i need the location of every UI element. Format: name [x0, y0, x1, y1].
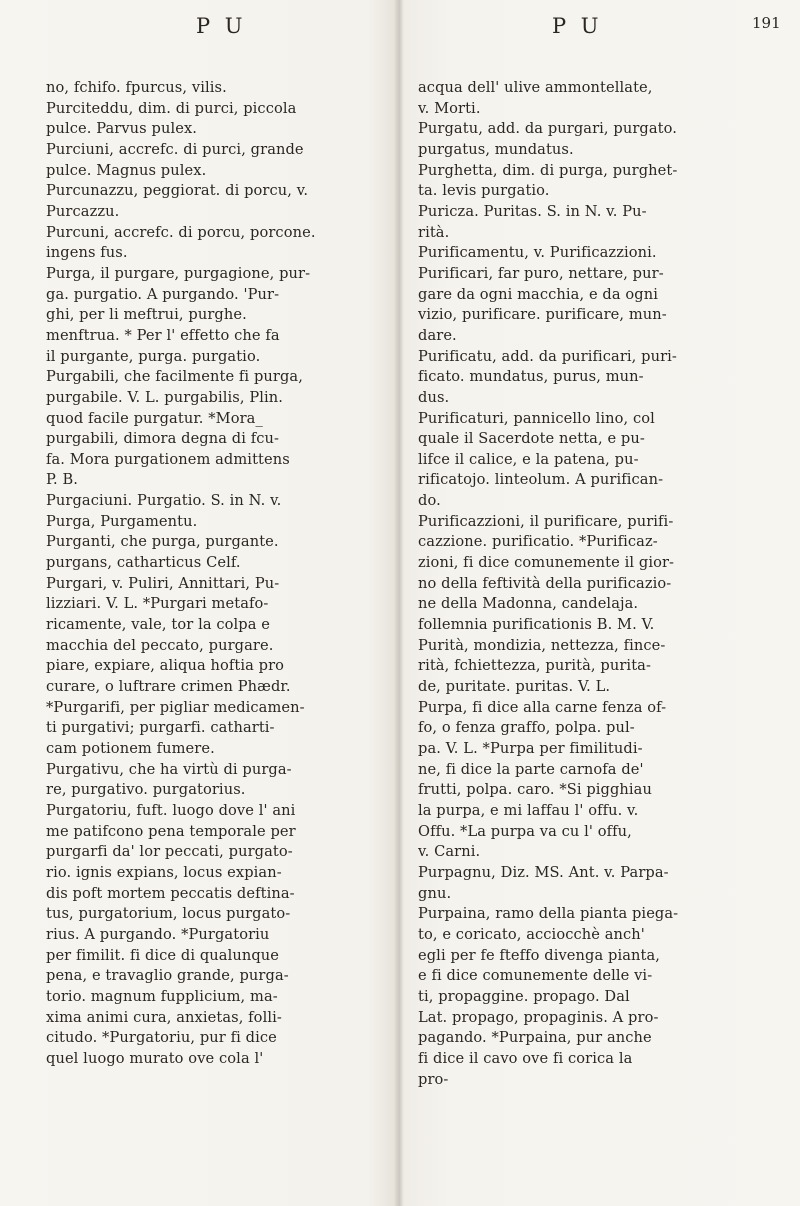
text-line: Purcuni, accrefc. di porcu, porcone. — [46, 223, 316, 241]
text-line: no della feftività della purificazio- — [418, 574, 672, 592]
text-line: il purgante, purga. purgatio. — [46, 347, 261, 365]
text-line: v. Morti. — [418, 99, 481, 117]
text-line: no, fchifo. fpurcus, vilis. — [46, 79, 227, 96]
text-line: v. Carni. — [418, 843, 481, 861]
text-line: to, e coricato, acciocchè anch' — [418, 925, 645, 943]
text-line: Purciuni, accrefc. di purci, grande — [46, 140, 304, 158]
text-line: rità. — [418, 223, 450, 241]
text-line: purgabile. V. L. purgabilis, Plin. — [46, 388, 284, 406]
text-line: quale il Sacerdote netta, e pu- — [418, 430, 645, 448]
text-line: rità, fchiettezza, purità, purita- — [418, 657, 651, 675]
text-line: *Purgarifi, per pigliar medicamen- — [46, 698, 305, 716]
text-line: Purgativu, che ha virtù di purga- — [46, 760, 292, 778]
text-line: tus, purgatorium, locus purgato- — [46, 905, 291, 923]
text-line: pro- — [418, 1070, 449, 1088]
text-line: Purificatu, add. da purificari, puri- — [418, 347, 677, 365]
page-number: 191 — [752, 14, 781, 32]
text-line: lizziari. V. L. *Purgari metafo- — [46, 595, 269, 613]
text-line: ficato. mundatus, purus, mun- — [418, 368, 644, 386]
text-line: gare da ogni macchia, e da ogni — [418, 285, 658, 303]
text-line: Purificari, far puro, nettare, pur- — [418, 264, 664, 282]
text-line: Purificaturi, pannicello lino, col — [418, 409, 655, 427]
text-line: fi dice il cavo ove fi corica la — [418, 1049, 633, 1067]
text-line: frutti, polpa. caro. *Si pigghiau — [418, 781, 652, 799]
text-line: re, purgativo. purgatorius. — [46, 781, 246, 799]
text-line: torio. magnum fupplicium, ma- — [46, 987, 278, 1005]
text-line: Purga, Purgamentu. — [46, 512, 198, 530]
text-line: cam potionem fumere. — [46, 740, 215, 757]
text-line: purgans, catharticus Celf. — [46, 554, 241, 572]
text-line: lifce il calice, e la patena, pu- — [418, 450, 639, 468]
text-line: ingens fus. — [46, 244, 128, 262]
text-line: pena, e travaglio grande, purga- — [46, 967, 289, 985]
text-line: purgatus, mundatus. — [418, 140, 574, 158]
text-line: Purgatu, add. da purgari, purgato. — [418, 120, 677, 138]
text-line: purgabili, dimora degna di fcu- — [46, 430, 280, 448]
text-line: citudo. *Purgatoriu, pur fi dice — [46, 1029, 277, 1047]
text-line: macchia del peccato, purgare. — [46, 636, 274, 654]
right-column-text — [418, 78, 758, 1090]
text-line: Purpaina, ramo della pianta piega- — [418, 905, 679, 923]
text-line: fo, o fenza graffo, polpa. pul- — [418, 719, 635, 737]
text-line: vizio, purificare. purificare, mun- — [418, 306, 667, 324]
text-line: curare, o luftrare crimen Phædr. — [46, 678, 291, 696]
text-line: Purgatoriu, fuft. luogo dove l' ani — [46, 801, 296, 819]
text-line: purgarfi da' lor peccati, purgato- — [46, 843, 293, 861]
text-line: Purcunazzu, peggiorat. di porcu, v. — [46, 182, 309, 200]
text-line: me patifcono pena temporale per — [46, 822, 296, 840]
text-line: egli per fe fteffo divenga pianta, — [418, 946, 661, 964]
text-line: piare, expiare, aliqua hoftia pro — [46, 657, 285, 675]
text-line: fa. Mora purgationem admittens — [46, 450, 290, 468]
text-line: Purciteddu, dim. di purci, piccola — [46, 99, 297, 117]
text-line: zioni, fi dice comunemente il gior- — [418, 554, 675, 572]
text-line: dis poft mortem peccatis deftina- — [46, 884, 295, 902]
text-line: cazzione. purificatio. *Purificaz- — [418, 533, 658, 551]
text-line: quod facile purgatur. *Mora_ — [46, 409, 263, 427]
text-line: Purcazzu. — [46, 202, 120, 220]
text-line: ti, propaggine. propago. Dal — [418, 987, 630, 1005]
text-line: P. B. — [46, 471, 79, 489]
text-line: dus. — [418, 388, 450, 406]
left-column-text — [46, 78, 378, 1070]
text-line: pulce. Magnus pulex. — [46, 161, 207, 179]
text-line: dare. — [418, 326, 457, 344]
book-gutter — [394, 0, 404, 1206]
text-line: e fi dice comunemente delle vi- — [418, 967, 653, 985]
text-line: Lat. propago, propaginis. A pro- — [418, 1008, 659, 1026]
text-line: Purificazzioni, il purificare, purifi- — [418, 512, 674, 530]
text-line: pulce. Parvus pulex. — [46, 120, 198, 138]
text-line: Purpa, fi dice alla carne fenza of- — [418, 698, 667, 716]
text-line: Puricza. Puritas. S. in N. v. Pu- — [418, 202, 647, 220]
text-line: Purità, mondizia, nettezza, fince- — [418, 636, 666, 654]
text-line: de, puritate. puritas. V. L. — [418, 678, 611, 696]
text-line: follemnia purificationis B. M. V. — [418, 616, 655, 634]
text-line: acqua dell' ulive ammontellate, — [418, 79, 653, 96]
text-line: menftrua. * Per l' effetto che fa — [46, 326, 280, 344]
text-line: Purificamentu, v. Purificazzioni. — [418, 244, 657, 262]
text-line: do. — [418, 492, 441, 510]
left-page-header: P U — [196, 14, 247, 38]
text-line: rificatojo. linteolum. A purifican- — [418, 471, 664, 489]
text-line: rio. ignis expians, locus expian- — [46, 863, 282, 881]
text-line: ghi, per li meftrui, purghe. — [46, 306, 247, 324]
text-line: ti purgativi; purgarfi. catharti- — [46, 719, 275, 737]
text-line: Purpagnu, Diz. MS. Ant. v. Parpa- — [418, 863, 669, 881]
text-line: ne della Madonna, candelaja. — [418, 595, 639, 613]
text-line: ne, fi dice la parte carnofa de' — [418, 760, 644, 778]
text-line: la purpa, e mi laffau l' offu. v. — [418, 801, 639, 819]
text-line: Purga, il purgare, purgagione, pur- — [46, 264, 311, 282]
text-line: Offu. *La purpa va cu l' offu, — [418, 822, 632, 840]
text-line: Purghetta, dim. di purga, purghet- — [418, 161, 678, 179]
text-line: pa. V. L. *Purpa per fimilitudi- — [418, 740, 643, 757]
text-line: Purganti, che purga, purgante. — [46, 533, 279, 551]
text-line: pagando. *Purpaina, pur anche — [418, 1029, 652, 1047]
right-page-header: P U — [552, 14, 603, 38]
text-line: ricamente, vale, tor la colpa e — [46, 616, 271, 634]
text-line: rius. A purgando. *Purgatoriu — [46, 925, 270, 943]
text-line: xima animi cura, anxietas, folli- — [46, 1008, 282, 1026]
text-line: per fimilit. fi dice di qualunque — [46, 946, 280, 964]
text-line: Purgabili, che facilmente fi purga, — [46, 368, 303, 386]
text-line: gnu. — [418, 884, 452, 902]
text-line: ga. purgatio. A purgando. 'Pur- — [46, 285, 280, 303]
text-line: Purgaciuni. Purgatio. S. in N. v. — [46, 492, 282, 510]
text-line: Purgari, v. Puliri, Annittari, Pu- — [46, 574, 280, 592]
text-line: ta. levis purgatio. — [418, 182, 550, 200]
text-line: quel luogo murato ove cola l' — [46, 1049, 264, 1067]
